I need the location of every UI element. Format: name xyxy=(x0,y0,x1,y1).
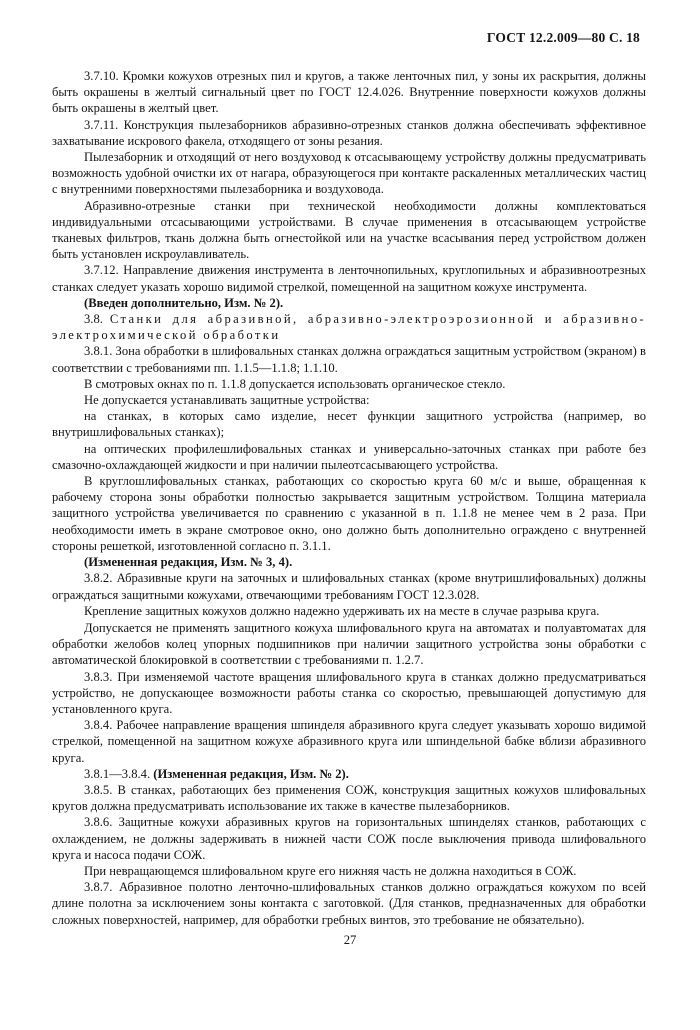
paragraph-guard-exception: Допускается не применять защитного кожуха шлифовального круга на автоматах и полуавтоматах для обработки желобов колец упорных подшипников при наличии защитного устройства зоны обработки с автоматической блокировкой в соответствии с требованиями п. 1.2.7. xyxy=(52,620,646,668)
section-3-8-heading xyxy=(52,311,646,343)
amendment-note-3 xyxy=(52,766,646,782)
paragraph-optical-grinding: на оптических профилешлифовальных станках и универсально-заточных станках при работе без смазочно-охлаждающей жидкости и при наличии пылеотсасывающего устройства. xyxy=(52,441,646,472)
paragraph-3-8-4: 3.8.4. Рабочее направление вращения шпинделя абразивного круга следует указывать хорошо видимой стрелкой, помещенной на защитном кожухе абразивного круга или шпиндельной бабке вблизи абразивного круга. xyxy=(52,718,646,765)
paragraph-guard-fixing: Крепление защитных кожухов должно надежно удерживать их на месте в случае разрыва круга. xyxy=(84,603,600,618)
paragraph-viewing-windows: В смотровых окнах по п. 1.1.8 допускается использовать органическое стекло. xyxy=(84,376,506,391)
amendment-range: 3.8.1—3.8.4. xyxy=(84,766,154,781)
paragraph-dust-collector: Пылезаборник и отходящий от него воздуховод к отсасывающему устройству должны предусматривать возможность удобной очистки их от нагара, образующегося при контакте раскаленных металлических частиц с внутренними поверхностями пылезаборника и воздуховода. xyxy=(52,150,646,197)
amendment-note-1: (Введен дополнительно, Изм. № 2). xyxy=(84,295,284,310)
section-number: 3.8. xyxy=(84,312,110,327)
paragraph-cylindrical-grinding: В круглошлифовальных станках, работающих со скоростью круга 60 м/с и выше, обращенная к рабочему сторона зоны обработки полностью закрывается защитным устройством. Толщина материала защитного устройства увеличивается по сравнению с указанной в п. 1.1.8 не менее чем в 2 раза. При необходимости иметь в экране смотровое окно, оно должно быть дополнительно ограждено с внутренней стороны решеткой, изготовленной согласно п. 3.1.1. xyxy=(52,474,646,553)
paragraph-not-allowed: Не допускается устанавливать защитные устройства: xyxy=(84,393,370,408)
paragraph-3-8-5: 3.8.5. В станках, работающих без применения СОЖ, конструкция защитных кожухов шлифовальных кругов должна предусматривать использование их также в качестве пылезаборников. xyxy=(52,782,646,814)
paragraph-3-8-1: 3.8.1. Зона обработки в шлифовальных станках должна ограждаться защитным устройством (экраном) в соответствии с требованиями пп. 1.1.5—1.1.8; 1.1.10. xyxy=(52,344,646,375)
document-body xyxy=(52,68,646,928)
page-number: 27 xyxy=(343,933,357,947)
paragraph-3-7-10: 3.7.10. Кромки кожухов отрезных пил и кругов, а также ленточных пил, у зоны их раскрытия, должны быть окрашены в желтый сигнальный цвет по ГОСТ 12.4.026. Внутренние поверхности кожухов должны быть окрашены в желтый цвет. xyxy=(52,69,646,116)
page-header: ГОСТ 12.2.009—80 С. 18 xyxy=(486,30,640,45)
paragraph-3-8-3: 3.8.3. При изменяемой частоте вращения шлифовального круга в станках должно предусматриваться устройство, не допускающее возможности работы станка со скоростью, превышающей допустимую для установленного круга. xyxy=(52,669,646,716)
amendment-text: (Измененная редакция, Изм. № 2). xyxy=(153,766,349,781)
paragraph-3-8-7: 3.8.7. Абразивное полотно ленточно-шлифовальных станков должно ограждаться кожухом по всей длине полотна за исключением зоны контакта с заготовкой. (Для станков, предназначенных для обработки сложных поверхностей, например, для обработки гребных винтов, это требование не обязательно). xyxy=(52,880,646,927)
paragraph-3-8-2: 3.8.2. Абразивные круги на заточных и шлифовальных станках (кроме внутришлифовальных) должны ограждаться защитными кожухами, отвечающими требованиям ГОСТ 12.3.028. xyxy=(52,571,646,602)
section-title: Станки для абразивной, абразивно-электроэрозионной и абразивно-электрохимической обработки xyxy=(52,312,647,343)
paragraph-non-rotating: При невращающемся шлифовальном круге его нижняя часть не должна находиться в СОЖ. xyxy=(84,863,577,878)
paragraph-internal-grinding: на станках, в которых само изделие, несет функции защитного устройства (например, во внутришлифовальных станках); xyxy=(52,409,646,440)
paragraph-3-7-11: 3.7.11. Конструкция пылезаборников абразивно-отрезных станков должна обеспечивать эффективное захватывание искрового факела, отходящего от зоны резания. xyxy=(52,117,646,148)
amendment-note-2: (Измененная редакция, Изм. № 3, 4). xyxy=(84,555,293,570)
paragraph-3-8-6: 3.8.6. Защитные кожухи абразивных кругов на горизонтальных шпинделях станков, работающих с охлаждением, не должны задерживать в нижней части СОЖ после выключения привода шлифовального круга и насоса подачи СОЖ. xyxy=(52,815,646,862)
paragraph-abrasive-cutoff: Абразивно-отрезные станки при технической необходимости должны комплектоваться индивидуальными отсасывающими устройствами. В случае применения в отсасывающем устройстве тканевых фильтров, ткань должна быть огнестойкой или на участке всасывания перед устройством должен быть установлен искроулавливатель. xyxy=(52,198,646,262)
paragraph-3-7-12: 3.7.12. Направление движения инструмента в ленточнопильных, круглопильных и абразивноотрезных станках следует указать хорошо видимой стрелкой, помещенной на защитном кожухе инструмента. xyxy=(52,263,646,294)
